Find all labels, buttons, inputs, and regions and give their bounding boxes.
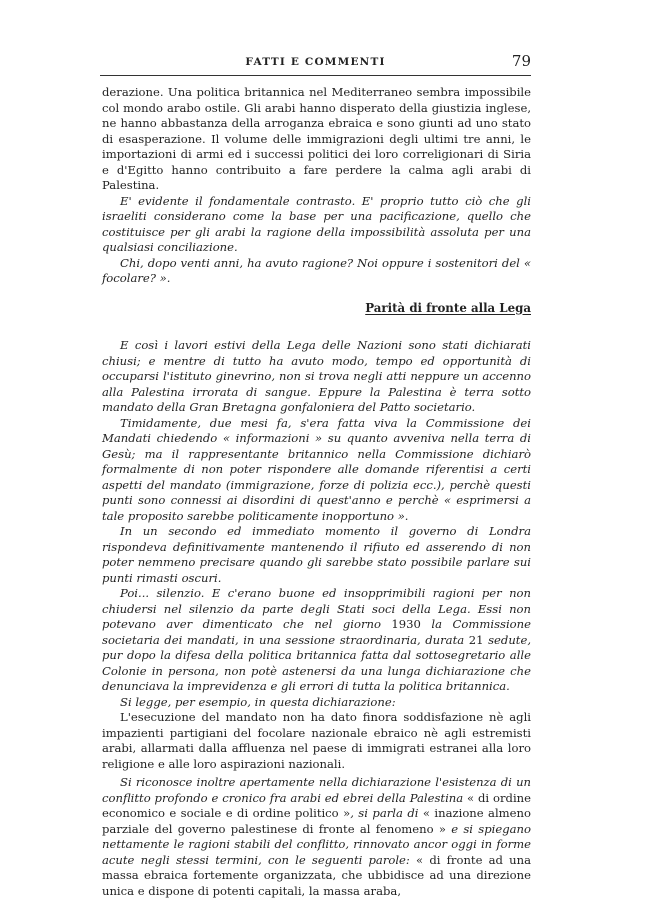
page-header xyxy=(100,53,531,73)
paragraph-9-part-a: Si riconosce inoltre apertamente nella dichiarazione l'esistenza di un conflitto profondo e cronico fra arabi ed ebrei della Palestina xyxy=(102,775,531,805)
section-heading xyxy=(102,301,531,317)
paragraph-9-part-c: , si parla di xyxy=(350,806,423,820)
paragraph-9-part-e: e si spiegano nettamente le ragioni stabili del conflitto, rinnovato ancor oggi in forme acute negli stessi termini, con le seguenti parole: xyxy=(102,821,531,867)
article-body xyxy=(102,85,531,899)
paragraph-6: In un secondo ed immediato momento il governo di Londra rispondeva definitivamente mantenendo il rifiuto ed asserendo di non poter nemmeno precisare quando gli sarebbe stato possibile parlare sui punti rimasti oscuri. xyxy=(102,524,531,585)
paragraph-9 xyxy=(102,775,531,899)
paragraph-9-quote-2: « inazione almeno parziale del governo palestinese di fronte al fenomeno » xyxy=(102,806,531,836)
paragraph-8: Si legge, per esempio, in questa dichiarazione: xyxy=(120,694,396,709)
running-title: FATTI E COMMENTI xyxy=(245,56,386,68)
paragraph-7-days: 21 xyxy=(468,632,484,647)
paragraph-7 xyxy=(102,586,531,695)
section-heading-text: Parità di fronte alla Lega xyxy=(365,300,531,315)
header-rule xyxy=(100,75,531,76)
paragraph-7-part-c: sedute, pur dopo la difesa della politica britannica fatta dal sottosegretario alle Colonie in persona, non potè astenersi da una lunga dichiarazione che denunciava la imprevidenza e gli errori di tutta la politica britannica. xyxy=(102,632,532,693)
paragraph-3: Chi, dopo venti anni, ha avuto ragione? Noi oppure i sostenitori del « focolare? ». xyxy=(102,255,531,285)
paragraph-1: derazione. Una politica britannica nel Mediterraneo sembra impossibile col mondo arabo ostile. Gli arabi hanno disperato della giustizia inglese, ne hanno abbastanza della arroganza ebraica e sono giunti ad uno stato di esasperazione. Il volume delle immigrazioni degli ultimi tre anni, le importazioni di armi ed i successi politici dei loro correligionari di Siria e d'Egitto hanno contribuito a fare perdere la calma agli arabi di Palestina. xyxy=(102,85,531,192)
paragraph-2: E' evidente il fondamentale contrasto. E' proprio tutto ciò che gli israeliti considerano come la base per una pacificazione, quello che costituisce per gli arabi la ragione della impossibilità assoluta per una qualsiasi conciliazione. xyxy=(102,193,531,254)
quoted-declaration: L'esecuzione del mandato non ha dato finora soddisfazione nè agli impazienti partigiani del focolare nazionale ebraico nè agli estremisti arabi, allarmati dalla affluenza nel paese di immigrati estranei alla loro religione e alle loro aspirazioni nazionali. xyxy=(102,710,531,771)
paragraph-7-part-a: Poi... silenzio. E c'erano buone ed insopprimibili ragioni per non chiudersi nel silenzio da parte degli Stati soci della Lega. Essi non potevano aver dimenticato che nel giorno xyxy=(102,586,531,631)
paragraph-5: Timidamente, due mesi fa, s'era fatta viva la Commissione dei Mandati chiedendo « informazioni » su quanto avveniva nella terra di Gesù; ma il rappresentante britannico nella Commissione dichiarò formalmente di non poter rispondere alle domande riferentisi a certi aspetti del mandato (immigrazione, forze di polizia ecc.), perchè questi punti sono connessi ai disordini di quest'anno e perchè « esprimersi a tale proposito sarebbe politicamente inopportuno ». xyxy=(102,415,531,523)
page-number: 79 xyxy=(511,52,531,70)
paragraph-4: E così i lavori estivi della Lega delle Nazioni sono stati dichiarati chiusi; e mentre di tutto ha avuto modo, tempo ed opportunità di occuparsi l'istituto ginevrino, non si trova negli atti neppure un accenno alla Palestina irrorata di sangue. Eppure la Palestina è terra sotto mandato della Gran Bretagna gonfaloniera del Patto societario. xyxy=(102,338,531,414)
paragraph-9-quote-3: « di fronte ad una massa ebraica fortemente organizzata, che ubbidisce ad una direzione unica e dispone di potenti capitali, la massa araba, xyxy=(102,852,531,898)
paragraph-7-part-b: la Commissione societaria dei mandati, in una sessione straordinaria, durata xyxy=(102,617,531,647)
paragraph-9-quote-1: « di ordine economico e sociale e di ordine politico » xyxy=(102,790,531,820)
paragraph-7-year: 1930 xyxy=(391,617,421,631)
